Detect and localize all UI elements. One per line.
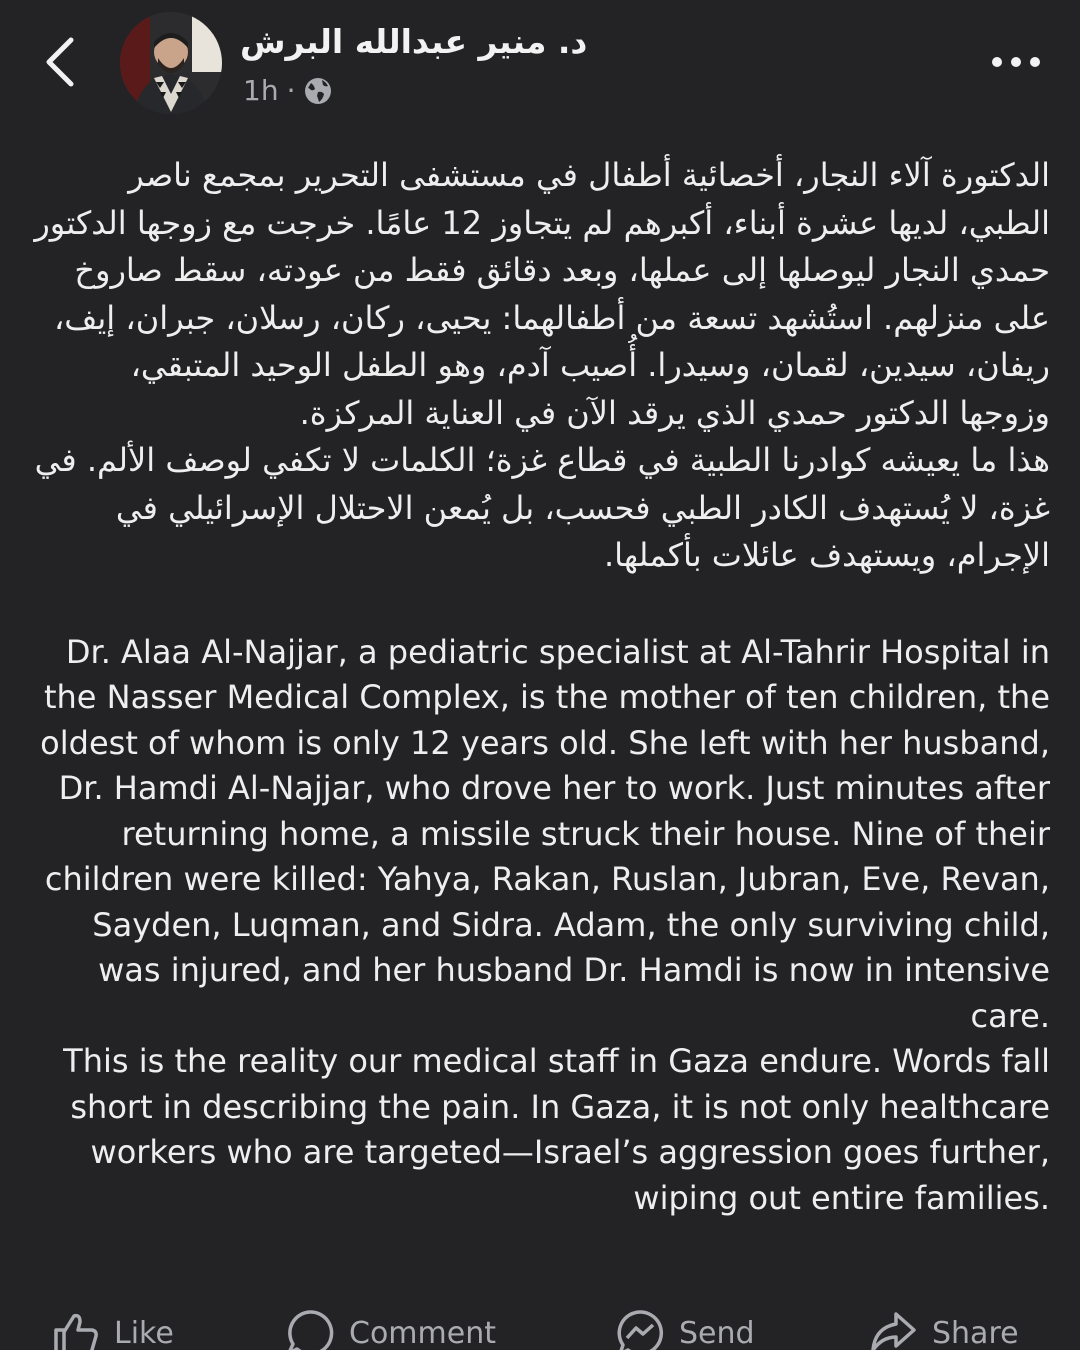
- post-body: [30, 152, 1050, 1221]
- comment-button[interactable]: [285, 1308, 496, 1350]
- avatar-image: [120, 12, 222, 114]
- english-text: [30, 630, 1050, 1222]
- more-horizontal-icon: [991, 56, 1041, 68]
- send-button[interactable]: [615, 1308, 755, 1350]
- arabic-text: [30, 152, 1050, 580]
- avatar[interactable]: [120, 12, 222, 114]
- post-header: [0, 0, 1080, 130]
- english-paragraph: Dr. Alaa Al-Najjar, a pediatric specialist at Al-Tahrir Hospital in the Nasser Medical Complex, is the mother of ten children, the oldest of whom is only 12 years old. She left with her husband, Dr. Hamdi Al-Najjar, who drove her to work. Just minutes after returning home, a missile struck their house. Nine of their children were killed: Yahya, Rakan, Ruslan, Jubran, Eve, Revan, Sayden, Luqman, and Sidra. Adam, the only surviving child, was injured, and her husband Dr. Hamdi is now in intensive care.: [40, 632, 1050, 1035]
- back-button[interactable]: [30, 32, 90, 92]
- comment-icon: [285, 1308, 335, 1350]
- more-options-button[interactable]: [986, 40, 1046, 84]
- english-paragraph: This is the reality our medical staff in Gaza endure. Words fall short in describing the pain. In Gaza, it is not only healthcare workers who are targeted—Israel’s aggression goes further, wiping out entire families.: [63, 1042, 1050, 1217]
- share-label: Share: [932, 1315, 1019, 1350]
- send-label: Send: [679, 1315, 755, 1350]
- globe-icon: [303, 76, 333, 106]
- chevron-left-icon: [43, 36, 77, 88]
- like-label: Like: [114, 1315, 174, 1350]
- share-button[interactable]: [868, 1308, 1019, 1350]
- comment-label: Comment: [349, 1315, 496, 1350]
- meta-separator: ·: [286, 74, 296, 107]
- arabic-paragraph: الدكتورة آلاء النجار، أخصائية أطفال في مستشفى التحرير بمجمع ناصر الطبي، لديها عشرة أبناء، أكبرهم لم يتجاوز 12 عامًا. خرجت مع زوجها الدكتور حمدي النجار ليوصلها إلى عملها، وبعد دقائق فقط من عودته، سقط صاروخ على منزلهم. استُشهد تسعة من أطفالهما: يحيى، ركان، رسلان، جبران، إيف، ريفان، سيدين، لقمان، وسيدرا. أُصيب آدم، وهو الطفل الوحيد المتبقي، وزوجها الدكتور حمدي الذي يرقد الآن في العناية المركزة.: [34, 156, 1050, 432]
- post-actions-bar: [0, 1308, 1080, 1350]
- arabic-paragraph: هذا ما يعيشه كوادرنا الطبية في قطاع غزة؛ الكلمات لا تكفي لوصف الألم. في غزة، لا يُستهدف الكادر الطبي فحسب، بل يُمعن الاحتلال الإسرائيلي في الإجرام، ويستهدف عائلات بأكملها.: [34, 441, 1050, 574]
- messenger-icon: [615, 1308, 665, 1350]
- share-arrow-icon: [868, 1308, 918, 1350]
- post-meta: [243, 74, 333, 107]
- like-button[interactable]: [50, 1308, 174, 1350]
- thumbs-up-icon: [50, 1308, 100, 1350]
- author-name[interactable]: د. منير عبدالله البرش: [240, 22, 588, 61]
- post-time: 1h: [243, 74, 279, 107]
